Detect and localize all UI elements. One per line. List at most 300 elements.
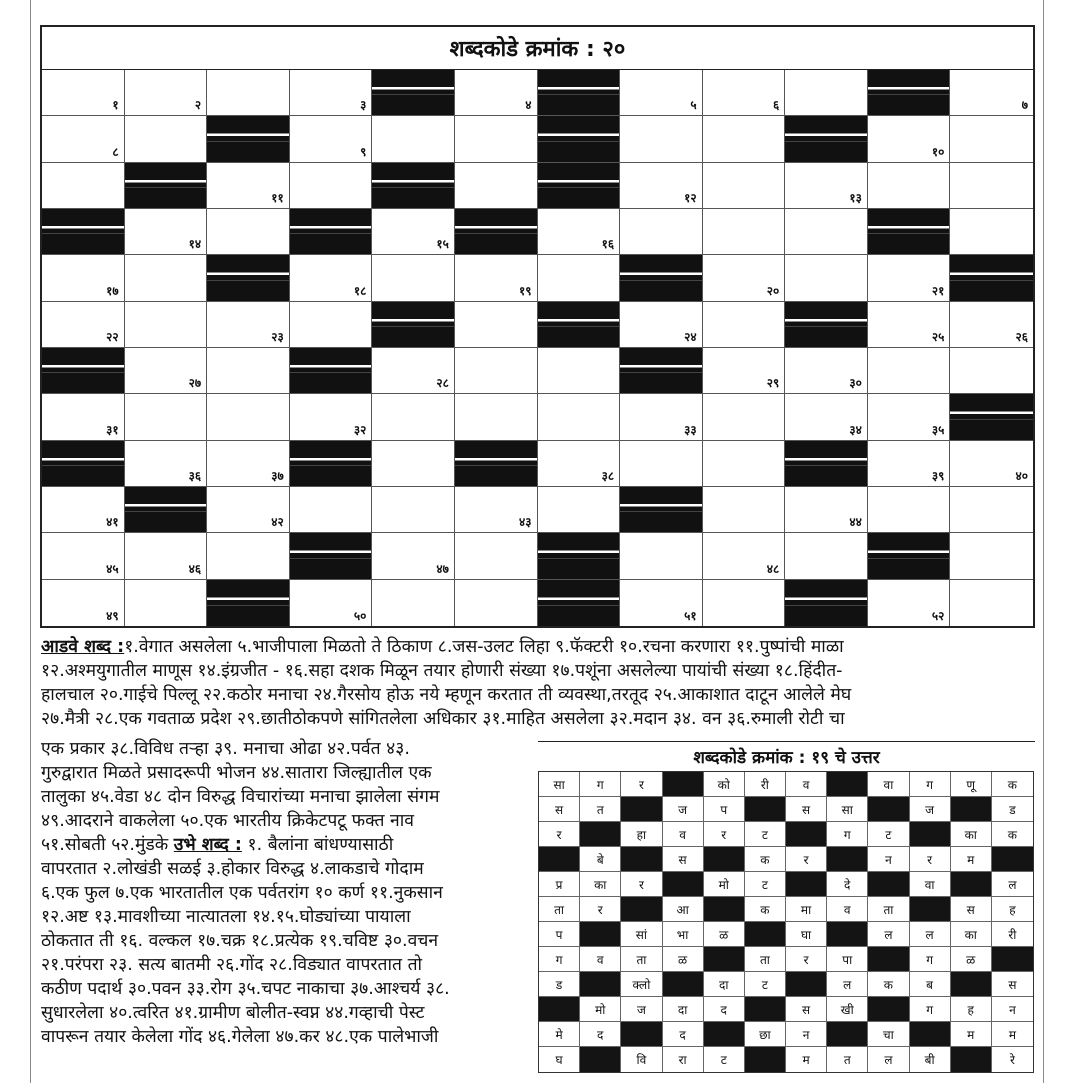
crossword-cell[interactable] (455, 302, 538, 348)
page-rule-left (30, 0, 31, 1083)
crossword-cell[interactable] (372, 533, 455, 579)
answer-title-rule (538, 741, 1035, 742)
crossword-black-cell (207, 255, 290, 301)
crossword-cell[interactable] (42, 163, 125, 209)
crossword-cell[interactable] (620, 580, 703, 626)
answer-cell: ड (539, 972, 580, 997)
crossword-cell[interactable] (125, 533, 208, 579)
answer-cell: व (663, 822, 704, 847)
crossword-cell[interactable] (620, 394, 703, 440)
answer-cell: ज (910, 797, 951, 822)
clue-number: ५१ (684, 608, 697, 623)
crossword-cell[interactable] (42, 580, 125, 626)
clue-number: ३४ (849, 422, 862, 437)
answer-black-cell (910, 1022, 951, 1047)
crossword-cell[interactable] (42, 116, 125, 162)
answer-cell: का (951, 822, 992, 847)
clue-number: ७ (1021, 98, 1028, 113)
crossword-black-cell (372, 302, 455, 348)
answer-cell: वा (910, 872, 951, 897)
crossword-cell[interactable] (372, 394, 455, 440)
crossword-cell[interactable] (125, 302, 208, 348)
crossword-cell[interactable] (207, 441, 290, 487)
crossword-cell[interactable] (207, 70, 290, 116)
answer-black-cell (827, 1022, 868, 1047)
page-rule-right (1043, 0, 1044, 1083)
crossword-cell[interactable] (950, 441, 1033, 487)
crossword-cell[interactable] (42, 533, 125, 579)
crossword-black-cell (868, 209, 951, 255)
crossword-cell[interactable] (290, 116, 373, 162)
crossword-cell[interactable] (950, 70, 1033, 116)
crossword-cell[interactable] (538, 348, 621, 394)
answer-cell: पा (827, 947, 868, 972)
clue-number: २९ (766, 376, 780, 391)
crossword-black-cell (372, 163, 455, 209)
clue-line (41, 635, 844, 659)
answer-cell: न (992, 997, 1033, 1022)
crossword-cell[interactable] (868, 487, 951, 533)
crossword-cell[interactable] (703, 209, 786, 255)
crossword-cell[interactable] (868, 302, 951, 348)
answer-black-cell (910, 822, 951, 847)
crossword-cell[interactable] (950, 348, 1033, 394)
answer-black-cell (704, 1022, 745, 1047)
crossword-cell[interactable] (290, 255, 373, 301)
clue-number: ४५ (106, 561, 119, 576)
answer-cell: सां (621, 922, 662, 947)
crossword-cell[interactable] (538, 394, 621, 440)
clue-number: ९ (360, 144, 367, 159)
crossword-cell[interactable] (455, 163, 538, 209)
answer-black-cell (868, 997, 909, 1022)
crossword-cell[interactable] (620, 302, 703, 348)
answer-cell: ता (745, 947, 786, 972)
crossword-black-cell (207, 116, 290, 162)
crossword-black-cell (785, 302, 868, 348)
clue-number: ४ (525, 98, 532, 113)
answer-black-cell (621, 897, 662, 922)
answer-cell: ह (992, 897, 1033, 922)
answer-cell: दा (663, 997, 704, 1022)
crossword-cell[interactable] (950, 533, 1033, 579)
crossword-cell[interactable] (703, 116, 786, 162)
crossword-black-cell (785, 116, 868, 162)
crossword-cell[interactable] (868, 441, 951, 487)
answer-cell: बी (910, 1047, 951, 1072)
crossword-cell[interactable] (868, 580, 951, 626)
crossword-cell[interactable] (868, 348, 951, 394)
clue-number: २६ (1015, 329, 1028, 344)
answer-cell: आ (663, 897, 704, 922)
clue-line: सुधारलेला ४०.त्वरित ४१.ग्रामीण बोलीत-स्वप्न ४४.गव्हाची पेस्ट (41, 1003, 425, 1023)
clue-number: ११ (271, 190, 284, 205)
answer-cell: व (580, 947, 621, 972)
crossword-cell[interactable] (455, 348, 538, 394)
crossword-cell[interactable] (207, 533, 290, 579)
clue-number: १९ (519, 283, 532, 298)
clue-number: २२ (106, 329, 119, 344)
crossword-cell[interactable] (950, 116, 1033, 162)
clue-line: ठोकतात ती १६. वल्कल १७.चक्र १८.प्रत्येक १९.चविष्ट ३०.वचन (41, 931, 439, 951)
crossword-cell[interactable] (785, 348, 868, 394)
crossword-cell[interactable] (785, 255, 868, 301)
answer-cell: क (992, 772, 1033, 797)
crossword-black-cell (290, 348, 373, 394)
answer-cell: णू (951, 772, 992, 797)
crossword-cell[interactable] (372, 441, 455, 487)
crossword-cell[interactable] (620, 533, 703, 579)
crossword-cell[interactable] (950, 487, 1033, 533)
clue-number: ४० (1015, 468, 1028, 483)
answer-cell: वा (868, 772, 909, 797)
crossword-cell[interactable] (125, 209, 208, 255)
answer-cell: ल (827, 972, 868, 997)
crossword-cell[interactable] (42, 394, 125, 440)
crossword-cell[interactable] (372, 116, 455, 162)
clue-number: १० (931, 144, 945, 159)
answer-cell: ज (663, 797, 704, 822)
crossword-black-cell (950, 394, 1033, 440)
clue-line: वापरून तयार केलेला गोंद ४६.गेलेला ४७.कर ४८.एक पालेभाजी (41, 1027, 439, 1047)
clue-number: ३५ (931, 422, 945, 437)
crossword-cell[interactable] (455, 580, 538, 626)
answer-cell: र (786, 847, 827, 872)
crossword-cell[interactable] (703, 394, 786, 440)
answer-cell: प (704, 797, 745, 822)
answer-cell: ळ (663, 947, 704, 972)
answer-black-cell (580, 922, 621, 947)
answer-cell: ग (910, 997, 951, 1022)
answer-cell: सा (539, 772, 580, 797)
answer-black-cell (745, 797, 786, 822)
down-heading: उभे शब्द : (173, 835, 242, 855)
crossword-cell[interactable] (868, 255, 951, 301)
crossword-cell[interactable] (455, 255, 538, 301)
answer-cell: ग (910, 947, 951, 972)
clue-number: १७ (106, 283, 119, 298)
answer-black-cell (951, 1047, 992, 1072)
answer-black-cell (868, 947, 909, 972)
clue-number: २४ (684, 329, 697, 344)
crossword-cell[interactable] (455, 533, 538, 579)
crossword-black-cell (125, 163, 208, 209)
crossword-cell[interactable] (42, 255, 125, 301)
crossword-black-cell (950, 255, 1033, 301)
answer-black-cell (663, 972, 704, 997)
answer-black-cell (663, 772, 704, 797)
crossword-cell[interactable] (538, 487, 621, 533)
crossword-cell[interactable] (785, 533, 868, 579)
crossword-cell[interactable] (125, 255, 208, 301)
crossword-cell[interactable] (868, 394, 951, 440)
clue-number: १३ (849, 190, 862, 205)
answer-black-cell (539, 847, 580, 872)
answer-black-cell (786, 872, 827, 897)
answer-cell: ग (580, 772, 621, 797)
crossword-cell[interactable] (207, 163, 290, 209)
answer-cell: क (992, 822, 1033, 847)
answer-black-cell (704, 847, 745, 872)
answer-black-cell (745, 922, 786, 947)
answer-cell: वि (621, 1047, 662, 1072)
answer-black-cell (868, 872, 909, 897)
answer-cell: ग (539, 947, 580, 972)
crossword-cell[interactable] (620, 209, 703, 255)
clue-number: ३२ (353, 422, 367, 437)
answer-cell: ल (868, 1047, 909, 1072)
answer-cell: व (786, 772, 827, 797)
answer-cell: ग (910, 772, 951, 797)
crossword-cell[interactable] (785, 487, 868, 533)
answer-cell: ट (704, 1047, 745, 1072)
crossword-black-cell (868, 533, 951, 579)
crossword-cell[interactable] (372, 255, 455, 301)
crossword-black-cell (620, 348, 703, 394)
crossword-cell[interactable] (703, 163, 786, 209)
answer-black-cell (621, 847, 662, 872)
clue-text: ५१.सोबती ५२.मुंडके (41, 835, 169, 855)
crossword-black-cell (538, 163, 621, 209)
clue-number: ४८ (766, 561, 780, 576)
answer-black-cell (827, 772, 868, 797)
crossword-cell[interactable] (703, 580, 786, 626)
crossword-cell[interactable] (42, 487, 125, 533)
crossword-black-cell (868, 70, 951, 116)
answer-cell: हा (621, 822, 662, 847)
crossword-cell[interactable] (125, 441, 208, 487)
answer-cell: ता (539, 897, 580, 922)
clue-number: ३ (360, 98, 367, 113)
answer-cell: द (663, 1022, 704, 1047)
clue-line: २७.मैत्री २८.एक गवताळ प्रदेश २९.छातीठोकपणे सांगितलेला अधिकार ३१.माहित असलेला ३२.मदान ३४. वन ३६.रुमाली रोटी चा (41, 709, 845, 729)
answer-black-cell (539, 997, 580, 1022)
crossword-cell[interactable] (620, 70, 703, 116)
clue-text: १. बैलांना बांधण्यासाठी (247, 835, 394, 855)
answer-cell: म (786, 1047, 827, 1072)
answer-cell: मो (580, 997, 621, 1022)
answer-cell: स (951, 897, 992, 922)
crossword-cell[interactable] (785, 70, 868, 116)
answer-cell: का (580, 872, 621, 897)
crossword-cell[interactable] (620, 116, 703, 162)
clue-number: ३१ (106, 422, 119, 437)
crossword-black-cell (538, 533, 621, 579)
answer-cell: ट (745, 872, 786, 897)
answer-cell: मे (539, 1022, 580, 1047)
clue-number: १४ (188, 237, 202, 252)
clue-line: गुरुद्वारात मिळते प्रसादरूपी भोजन ४४.सातारा जिल्ह्यातील एक (41, 763, 432, 783)
answer-cell: स (786, 797, 827, 822)
crossword-cell[interactable] (455, 70, 538, 116)
answer-black-cell (868, 797, 909, 822)
answer-black-cell (704, 947, 745, 972)
answer-cell: त (827, 1047, 868, 1072)
clue-number: ६ (773, 98, 780, 113)
crossword-cell[interactable] (372, 580, 455, 626)
crossword-cell[interactable] (868, 116, 951, 162)
clue-number: ४६ (188, 561, 202, 576)
crossword-cell[interactable] (620, 163, 703, 209)
answer-cell: र (580, 897, 621, 922)
crossword-cell[interactable] (703, 302, 786, 348)
crossword-cell[interactable] (785, 209, 868, 255)
answer-cell: सा (827, 797, 868, 822)
crossword-cell[interactable] (290, 580, 373, 626)
answer-black-cell (827, 847, 868, 872)
crossword-cell[interactable] (125, 394, 208, 440)
answer-black-cell (621, 1022, 662, 1047)
answer-cell: ट (745, 822, 786, 847)
answer-cell: भा (663, 922, 704, 947)
answer-black-cell (992, 947, 1033, 972)
crossword-cell[interactable] (125, 348, 208, 394)
crossword-black-cell (42, 348, 125, 394)
answer-cell: मा (786, 897, 827, 922)
answer-title: शब्दकोडे क्रमांक : १९ चे उत्तर (693, 747, 880, 768)
crossword-cell[interactable] (207, 394, 290, 440)
crossword-cell[interactable] (455, 394, 538, 440)
answer-cell: र (621, 772, 662, 797)
clue-number: ३६ (188, 468, 202, 483)
answer-black-cell (910, 897, 951, 922)
crossword-cell[interactable] (207, 209, 290, 255)
answer-black-cell (786, 822, 827, 847)
answer-black-cell (745, 1047, 786, 1072)
crossword-cell[interactable] (785, 163, 868, 209)
crossword-cell[interactable] (125, 580, 208, 626)
crossword-cell[interactable] (538, 209, 621, 255)
answer-cell: ग (827, 822, 868, 847)
crossword-cell[interactable] (950, 580, 1033, 626)
crossword-cell[interactable] (538, 441, 621, 487)
answer-cell: ड (992, 797, 1033, 822)
answer-cell: स (539, 797, 580, 822)
crossword-cell[interactable] (703, 441, 786, 487)
clue-number: ८ (112, 144, 119, 159)
answer-cell: ळ (951, 947, 992, 972)
answer-cell: घ (539, 1047, 580, 1072)
clue-line: कठीण पदार्थ ३०.पवन ३३.रोग ३५.चपट नाकाचा ३७.आश्चर्य ३८. (41, 979, 450, 999)
crossword-cell[interactable] (290, 70, 373, 116)
answer-cell: स (786, 997, 827, 1022)
crossword-cell[interactable] (703, 487, 786, 533)
clue-number: ३० (849, 376, 862, 391)
clue-line: हालचाल २०.गाईचे पिल्लू २२.कठोर मनाचा २४.गैरसोय होऊ नये म्हणून करतात ती व्यवस्था,तरतूद २५.आकाशात दाटून आलेले मेघ (41, 685, 852, 705)
crossword-cell[interactable] (42, 70, 125, 116)
crossword-black-cell (42, 441, 125, 487)
answer-cell: द (704, 997, 745, 1022)
answer-cell: ता (868, 897, 909, 922)
clue-line (41, 833, 393, 857)
answer-cell: का (951, 922, 992, 947)
answer-cell: दे (827, 872, 868, 897)
crossword-cell[interactable] (785, 394, 868, 440)
crossword-black-cell (42, 209, 125, 255)
answer-cell: र (910, 847, 951, 872)
crossword-cell[interactable] (703, 533, 786, 579)
crossword-black-cell (785, 580, 868, 626)
crossword-cell[interactable] (620, 441, 703, 487)
crossword-cell[interactable] (290, 487, 373, 533)
crossword-cell[interactable] (372, 209, 455, 255)
clue-number: २० (766, 283, 780, 298)
answer-cell: दा (704, 972, 745, 997)
crossword-cell[interactable] (868, 163, 951, 209)
clue-line: १२.अश्मयुगातील माणूस १४.इंग्रजीत - १६.सहा दशक मिळून तयार होणारी संख्या १७.पशूंना असलेल्या पायांची संख्या १८.हिंदीत- (41, 661, 843, 681)
crossword-cell[interactable] (538, 255, 621, 301)
crossword-cell[interactable] (207, 302, 290, 348)
answer-cell: न (868, 847, 909, 872)
clue-number: २७ (188, 376, 202, 391)
answer-cell: र (539, 822, 580, 847)
clue-text: १.वेगात असलेला ५.भाजीपाला मिळतो ते ठिकाण ८.जस-उलट लिहा ९.फॅक्टरी १०.रचना करणारा ११.पुष्पांची माळा (124, 637, 844, 657)
answer-black-cell (704, 897, 745, 922)
answer-cell: क (868, 972, 909, 997)
answer-cell: म (951, 847, 992, 872)
crossword-cell[interactable] (455, 116, 538, 162)
crossword-cell[interactable] (950, 209, 1033, 255)
crossword-cell[interactable] (372, 487, 455, 533)
answer-cell: री (992, 922, 1033, 947)
answer-cell: ट (868, 822, 909, 847)
clue-number: ४३ (519, 515, 532, 530)
answer-cell: ट (745, 972, 786, 997)
crossword-black-cell (455, 209, 538, 255)
crossword-cell[interactable] (703, 70, 786, 116)
crossword-cell[interactable] (207, 487, 290, 533)
answer-cell: व (827, 897, 868, 922)
answer-black-cell (580, 1047, 621, 1072)
clue-number: २५ (931, 329, 945, 344)
crossword-cell[interactable] (42, 302, 125, 348)
clue-number: ३८ (601, 468, 615, 483)
crossword-cell[interactable] (207, 348, 290, 394)
clue-number: १८ (353, 283, 367, 298)
clue-number: २१ (931, 283, 945, 298)
answer-cell: प (539, 922, 580, 947)
clue-number: ४१ (106, 515, 119, 530)
clue-number: ४७ (436, 561, 449, 576)
crossword-cell[interactable] (950, 302, 1033, 348)
crossword-cell[interactable] (290, 394, 373, 440)
crossword-cell[interactable] (703, 348, 786, 394)
answer-cell: म (992, 1022, 1033, 1047)
crossword-black-cell (785, 441, 868, 487)
crossword-cell[interactable] (372, 348, 455, 394)
crossword-cell[interactable] (125, 70, 208, 116)
crossword-cell[interactable] (290, 163, 373, 209)
answer-black-cell (992, 847, 1033, 872)
crossword-cell[interactable] (950, 163, 1033, 209)
crossword-cell[interactable] (125, 116, 208, 162)
answer-cell: ल (868, 922, 909, 947)
clue-number: ४४ (849, 515, 862, 530)
crossword-cell[interactable] (703, 255, 786, 301)
clue-number: २ (194, 98, 202, 113)
answer-black-cell (580, 972, 621, 997)
crossword-black-cell (538, 580, 621, 626)
answer-cell: न (786, 1022, 827, 1047)
answer-cell: ह (951, 997, 992, 1022)
answer-cell: स (663, 847, 704, 872)
answer-black-cell (621, 797, 662, 822)
answer-cell: ब (910, 972, 951, 997)
answer-cell: ज (621, 997, 662, 1022)
crossword-cell[interactable] (455, 487, 538, 533)
crossword-black-cell (290, 441, 373, 487)
crossword-cell[interactable] (290, 302, 373, 348)
